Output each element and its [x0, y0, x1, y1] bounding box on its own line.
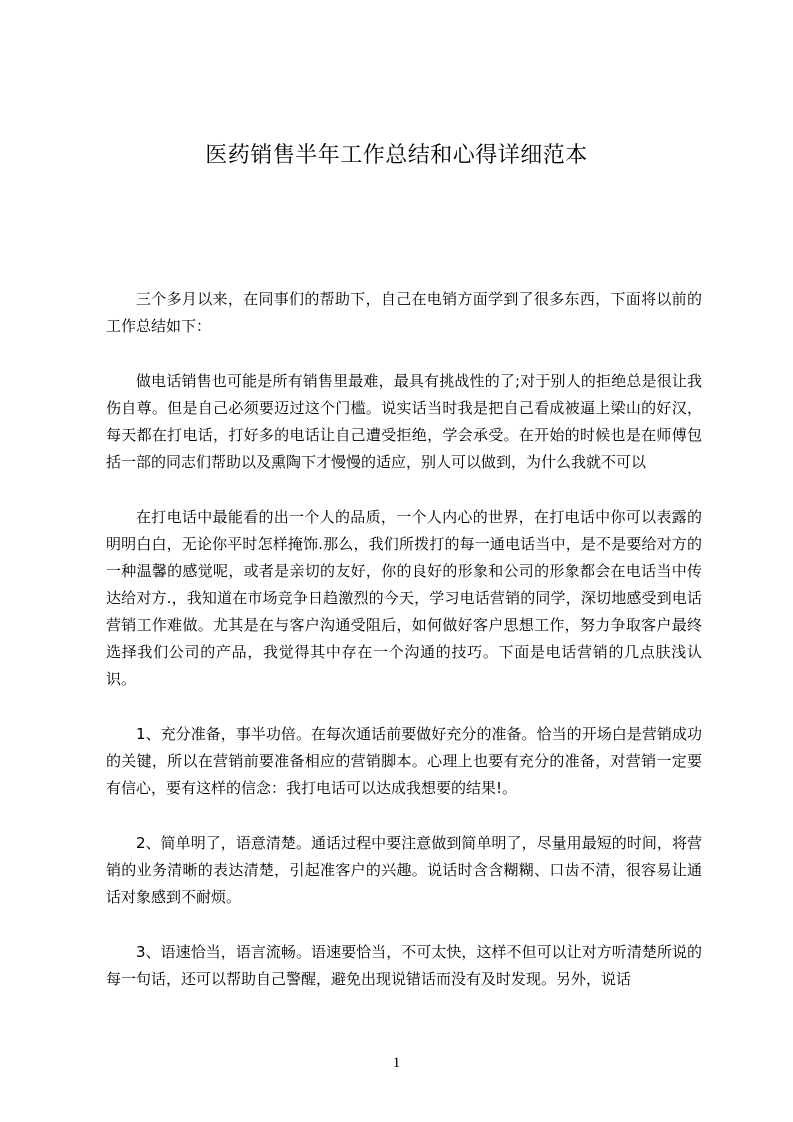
paragraph-point-3: 3、语速恰当，语言流畅。语速要恰当，不可太快，这样不但可以让对方听清楚所说的每一句话，还可以帮助自己警醒，避免出现说错话而没有及时发现。另外，说话 — [106, 943, 702, 988]
page-number: 1 — [392, 1055, 401, 1071]
document-title: 医药销售半年工作总结和心得详细范本 — [205, 143, 588, 168]
paragraph-difficulty: 做电话销售也可能是所有销售里最难，最具有挑战性的了;对于别人的拒绝总是很让我伤自尊。但是自己必须要迈过这个门槛。说实话当时我是把自己看成被逼上梁山的好汉，每天都在打电话，打好多的电话让自己遭受拒绝，学会承受。在开始的时候也是在师傅包括一部的同志们帮助以及熏陶下才慢慢的适应，别人可以做到，为什么我就不可以 — [106, 372, 702, 471]
paragraph-point-2: 2、简单明了，语意清楚。通话过程中要注意做到简单明了，尽量用最短的时间，将营销的业务清晰的表达清楚，引起准客户的兴趣。说话时含含糊糊、口齿不清，很容易让通话对象感到不耐烦。 — [106, 834, 702, 906]
paragraph-point-1: 1、充分准备，事半功倍。在每次通话前要做好充分的准备。恰当的开场白是营销成功的关键，所以在营销前要准备相应的营销脚本。心理上也要有充分的准备，对营销一定要有信心，要有这样的信念：我打电话可以达成我想要的结果!。 — [106, 725, 702, 797]
paragraph-intro: 三个多月以来，在同事们的帮助下，自己在电销方面学到了很多东西，下面将以前的工作总结如下： — [106, 290, 702, 335]
document-body — [106, 286, 702, 1021]
paragraph-character: 在打电话中最能看的出一个人的品质，一个人内心的世界，在打电话中你可以表露的明明白白，无论你平时怎样掩饰.那么，我们所拨打的每一通电话当中，是不是要给对方的一种温馨的感觉呢，或者是亲切的友好，你的良好的形象和公司的形象都会在电话当中传达给对方.，我知道在市场竞争日趋激烈的今天，学习电话营销的同学，深切地感受到电话营销工作难做。尤其是在与客户沟通受阻后，如何做好客户思想工作，努力争取客户最终选择我们公司的产品，我觉得其中存在一个沟通的技巧。下面是电话营销的几点肤浅认识。 — [106, 508, 702, 688]
